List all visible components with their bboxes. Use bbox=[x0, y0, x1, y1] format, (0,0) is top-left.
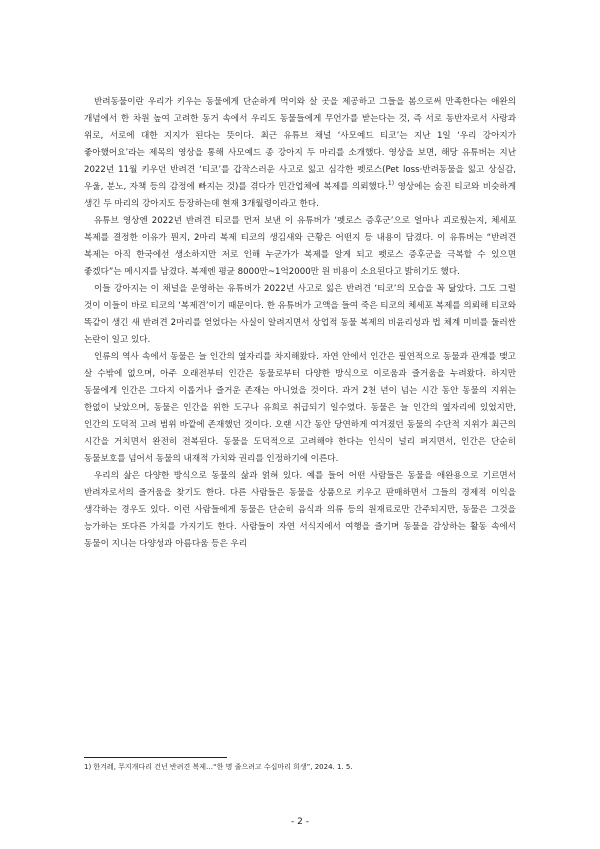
paragraph-1 bbox=[84, 94, 516, 213]
paragraph-1-text: 반려동물이란 우리가 키우는 동물에게 단순하게 먹이와 살 곳을 제공하고 그들을 봄으로써 만족한다는 애완의 개념에서 한 차원 높여 고려한 동거 속에서 우리도 동물들에게 무언가를 받는다는 것, 즉 서로 동반자로서 사랑과 위로, 서로에 대한 지지가 된다는 뜻이다. 최근 유튜브 채널 ‘사모예드 티코’는 지난 1일 ‘우리 강아지가 좋아했어요’라는 제목의 영상을 통해 사모예드 종 강아지 두 마리를 소개했다. 영상을 보면, 해당 유튜버는 지난 2022년 11월 키우던 반려견 ‘티코’를 갑작스러운 사고로 잃고 심각한 펫로스(Pet loss·반려동물을 잃고 상실감, 우울, 분노, 자책 등의 감정에 빠지는 것)를 겪다가 민간업체에 복제를 의뢰했다. bbox=[84, 97, 516, 192]
page-number: - 2 - bbox=[291, 817, 309, 827]
paragraph-5: 우리의 삶은 다양한 방식으로 동물의 삶과 얽혀 있다. 예를 들어 어떤 사람들은 동물을 애완용으로 기르면서 반려자로서의 즐거움을 찾기도 한다. 다른 사람들은 동물을 상품으로 키우고 판매하면서 그들의 경제적 이익을 생각하는 경우도 있다. 이런 사람들에게 동물은 단순히 음식과 의류 등의 원재료로만 간주되지만, 동물은 그것을 능가하는 또다른 가치를 가지기도 한다. 사람들이 자연 서식지에서 여행을 즐기며 동물을 감상하는 활동 속에서 동물이 지니는 다양성과 아름다움 등은 우리 bbox=[84, 471, 516, 549]
paragraph-1-text-end: 영상에는 숨진 티코와 비슷하게 생긴 두 마리의 강아지도 등장하는데 현재 3개월령이라고 한다. bbox=[84, 182, 516, 209]
paragraph-3: 이들 강아지는 이 채널을 운영하는 유튜버가 2022년 사고로 잃은 반려견 ‘티코’의 모습을 꼭 닮았다. 그도 그럴 것이 이들이 바로 티코의 ‘복제견’이기 때문이다. 한 유튜버가 고액을 들여 죽은 티코의 체세포 복제를 의뢰해 티코와 똑같이 생긴 새 반려견 2마리를 얻었다는 사실이 알려지면서 상업적 동물 복제의 비윤리성과 법 체계 미비를 둘러싼 논란이 일고 있다. bbox=[84, 284, 516, 345]
footnote-divider bbox=[84, 757, 227, 758]
paragraph-2: 유튜브 영상엔 2022년 반려견 티코를 먼저 보낸 이 유튜버가 ‘펫로스 증후군’으로 얼마나 괴로웠는지, 체세포 복제를 결정한 이유가 뭔지, 2마리 복제 티코의 생김새와 근황은 어떤지 등 내용이 담겼다. 이 유튜버는 “반려견 복제는 아직 한국에선 생소하지만 저로 인해 누군가가 복제를 알게 되고 펫로스 증후군을 극복할 수 있으면 좋겠다”는 메시지를 남겼다. 복제엔 평균 8000만~1억2000만 원 비용이 소요된다고 밝히기도 했다. bbox=[84, 216, 516, 277]
footnote: 1) 한겨레, 무지개다리 건넌 반려견 복제…“한 명 줄으려고 수십마리 희생”, 2024. 1. 5. bbox=[84, 763, 353, 771]
footnote-marker[interactable]: 1) bbox=[387, 180, 395, 188]
paragraph-4: 인류의 역사 속에서 동물은 늘 인간의 옆자리를 차지해왔다. 자연 안에서 인간은 필연적으로 동물과 관계를 맺고 살 수밖에 없으며, 아주 오래전부터 인간은 동물로부터 다양한 방식으로 이로움과 즐거움을 누려왔다. 하지만 동물에게 인간은 그다지 이롭거나 즐거운 존재는 아니었을 것이다. 과거 2천 년이 넘는 시간 동안 동물의 지위는 한없이 낮았으며, 동물은 인간을 위한 도구나 유희로 취급되기 일수였다. 동물은 늘 인간의 옆자리에 있었지만, 인간의 도덕적 고려 범위 바깥에 존재했던 것이다. 오랜 시간 동안 당연하게 여겨졌던 동물의 수단적 지위가 최근의 시간을 거치면서 완전히 전복된다. 동물을 도덕적으로 고려해야 한다는 인식이 널리 퍼지면서, 인간은 단순히 동물보호를 넘어서 동물의 내재적 가치와 권리를 인정하기에 이른다. bbox=[84, 352, 516, 464]
body-text bbox=[84, 94, 516, 553]
